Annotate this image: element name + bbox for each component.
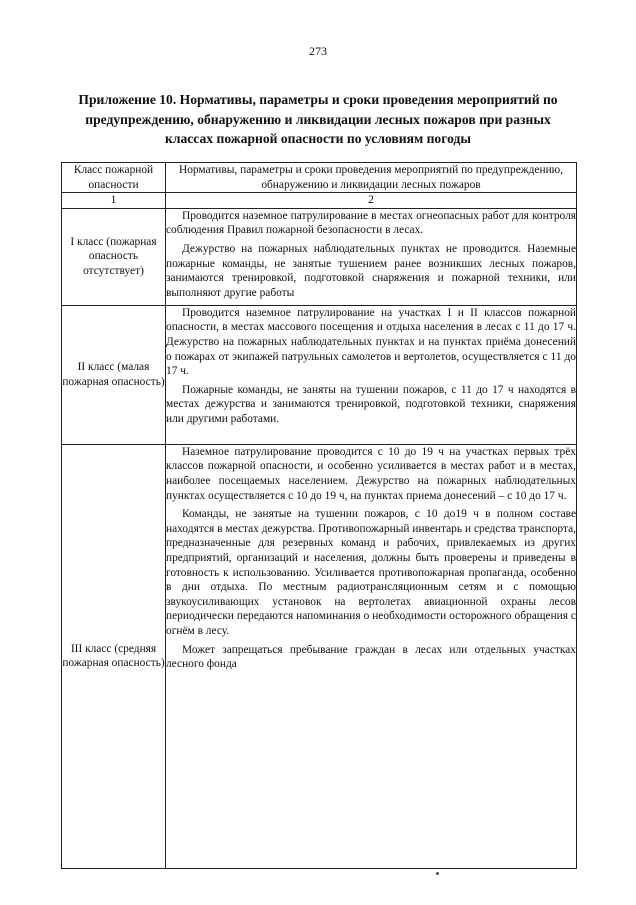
fire-class-label: I класс (пожарная опасность отсутствует) [62,208,166,305]
column-number-row [62,193,577,209]
scan-speck [436,872,439,875]
page-title: Приложение 10. Нормативы, параметры и сроки проведения мероприятий по предупреждению, обнаружению и ликвидации лесных пожаров при разных классах пожарной опасности по условиям погоды [78,92,558,146]
norms-cell [166,208,577,305]
norms-paragraph: Проводится наземное патрулирование на участках I и II классов пожарной опасности, в местах массового посещения и отдыха населения в лесах с 11 до 17 ч. Дежурство на пожарных наблюдательных пунктах и на пунктах приёма донесений о пожарах от экипажей патрульных самолетов и вертолетов, осуществляется с 11 до 17 ч. [166,306,576,378]
norms-paragraph: Дежурство на пожарных наблюдательных пунктах не проводится. Наземные пожарные команды, не занятые тушением ранее возникших лесных пожаров, занимаются тренировкой, подготовкой снаряжения и пожарной техники, или выполняют другие работы [166,242,576,299]
header-norms: Нормативы, параметры и сроки проведения мероприятий по предупреждению, обнаружению и ликвидации лесных пожаров [166,163,577,193]
norms-paragraph: Команды, не занятые на тушении пожаров, с 10 до19 ч в полном составе находятся в местах дежурства. Противопожарный инвентарь и средства транспорта, предназначенные для резервных команд и рабочих, привлекаемых из других предприятий, организаций и населения, должны быть проверены и приведены в готовность к использованию. Усиливается противопожарная пропаганда, особенно в дни отдыха. По местным радиотрансляционным сетям и с помощью звукоусиливающих установок на вертолетах авиационной охраны лесов периодически передаются напоминания о необходимости осторожного обращения с огнём в лесу. [166,508,576,637]
table-row [62,444,577,868]
column-number-2: 2 [166,193,577,209]
norms-cell [166,305,577,444]
norms-paragraph: Может запрещаться пребывание граждан в лесах или отдельных участках лесного фонда [166,643,576,671]
norms-paragraph: Пожарные команды, не заняты на тушении пожаров, с 11 до 17 ч находятся в местах дежурства и занимаются тренировкой, подготовкой техники, снаряжения или другими работами. [166,383,576,425]
page-number: 273 [309,44,327,58]
column-number-1: 1 [62,193,166,209]
table-row [62,305,577,444]
norms-cell [166,444,577,868]
norms-table [61,162,577,869]
table-header-row [62,163,577,193]
header-fire-class: Класс пожарной опасности [62,163,166,193]
norms-paragraph: Проводится наземное патрулирование в местах огнеопасных работ для контроля соблюдения Правил пожарной безопасности в лесах. [166,209,576,237]
norms-paragraph: Наземное патрулирование проводится с 10 до 19 ч на участках первых трёх классов пожарной опасности, и особенно усиливается в местах работ и в местах, наиболее посещаемых населением. Дежурство на пожарных наблюдательных пунктах осуществляется с 10 до 19 ч, на пунктах приема донесений – с 10 до 17 ч. [166,445,576,502]
fire-class-label: III класс (средняя пожарная опасность) [62,444,166,868]
table-row [62,208,577,305]
fire-class-label: II класс (малая пожарная опасность) [62,305,166,444]
